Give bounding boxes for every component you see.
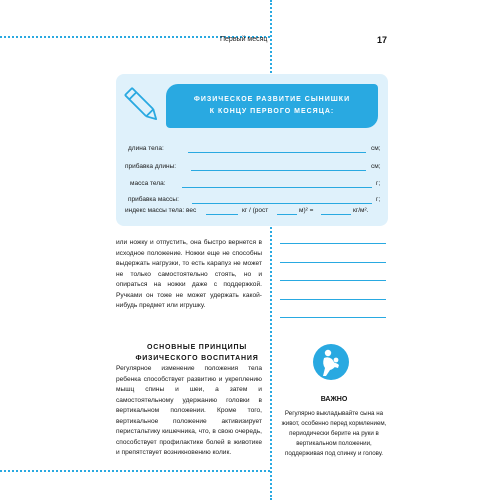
body-text-1 — [116, 238, 262, 312]
important-label: ВАЖНО — [320, 396, 348, 403]
field-label: масса тела: — [130, 180, 166, 187]
blank-line — [321, 214, 351, 215]
blank-line — [206, 214, 238, 215]
blank-line — [277, 214, 297, 215]
bmi-part2: м)² = — [299, 207, 314, 214]
field-row-weight — [130, 180, 382, 190]
heading-line1: ОСНОВНЫЕ ПРИНЦИПЫ — [147, 344, 247, 351]
field-row-bmi — [125, 207, 385, 217]
field-unit: см; — [371, 145, 381, 152]
paragraph: Регулярное изменение положения тела ребенка способствует развитию и укреплению мышц спины и шеи, а затем и самостоятельному удержанию головки в вертикальном положении. Кроме того, вертикальное положение активизирует перистальтику кишечника, что, в свою очередь, способствует профилактике болей в животике и препятствует возникновению колик. — [116, 365, 262, 456]
important-text: Регулярно выкладывайте сына на живот, особенно перед кормлением, периодически берите на руки в вертикальном положении, поддерживая под спинку и голову. — [281, 410, 387, 457]
page-number: 17 — [377, 35, 388, 45]
dotted-divider-bottom — [0, 470, 270, 472]
pencil-icon — [122, 80, 162, 130]
field-label: длина тела: — [128, 145, 164, 152]
bmi-label: индекс массы тела: вес — [125, 207, 197, 214]
card-title-line2: К КОНЦУ ПЕРВОГО МЕСЯЦА: — [209, 108, 335, 115]
blank-line — [192, 203, 372, 204]
field-row-length — [128, 145, 380, 155]
field-unit: г; — [376, 180, 381, 187]
note-line — [280, 317, 386, 336]
development-card — [116, 74, 388, 226]
bmi-part1: кг / (рост — [242, 207, 269, 214]
notes-lines — [280, 243, 386, 336]
blank-line — [182, 187, 372, 188]
field-label: прибавка массы: — [128, 196, 179, 203]
note-line — [280, 280, 386, 299]
section-heading — [133, 342, 261, 364]
note-line — [280, 299, 386, 318]
paragraph: или ножку и отпустить, она быстро вернется в исходное положение. Ножки еще не способны выдержать нагрузки, то есть карапуз не может не только самостоятельно стоять, но и опираться на ножки даже с поддержкой. Ручками он тоже не может удержать какой-нибудь предмет или игрушку. — [116, 239, 262, 309]
field-row-length-gain — [125, 163, 380, 173]
running-head: Первый месяц — [220, 36, 268, 43]
card-title-line1: ФИЗИЧЕСКОЕ РАЗВИТИЕ СЫНИШКИ — [193, 96, 351, 103]
note-line — [280, 243, 386, 262]
blank-line — [188, 152, 366, 153]
field-row-weight-gain — [128, 196, 383, 206]
blank-line — [191, 170, 366, 171]
field-unit: г; — [376, 196, 381, 203]
bmi-part3: кг/м². — [353, 207, 369, 214]
heading-line2: ФИЗИЧЕСКОГО ВОСПИТАНИЯ — [135, 355, 259, 362]
card-title — [166, 84, 378, 128]
mother-child-icon — [312, 343, 350, 381]
body-text-2 — [116, 364, 262, 459]
note-line — [280, 262, 386, 281]
field-label: прибавка длины: — [125, 163, 177, 170]
field-unit: см; — [371, 163, 381, 170]
